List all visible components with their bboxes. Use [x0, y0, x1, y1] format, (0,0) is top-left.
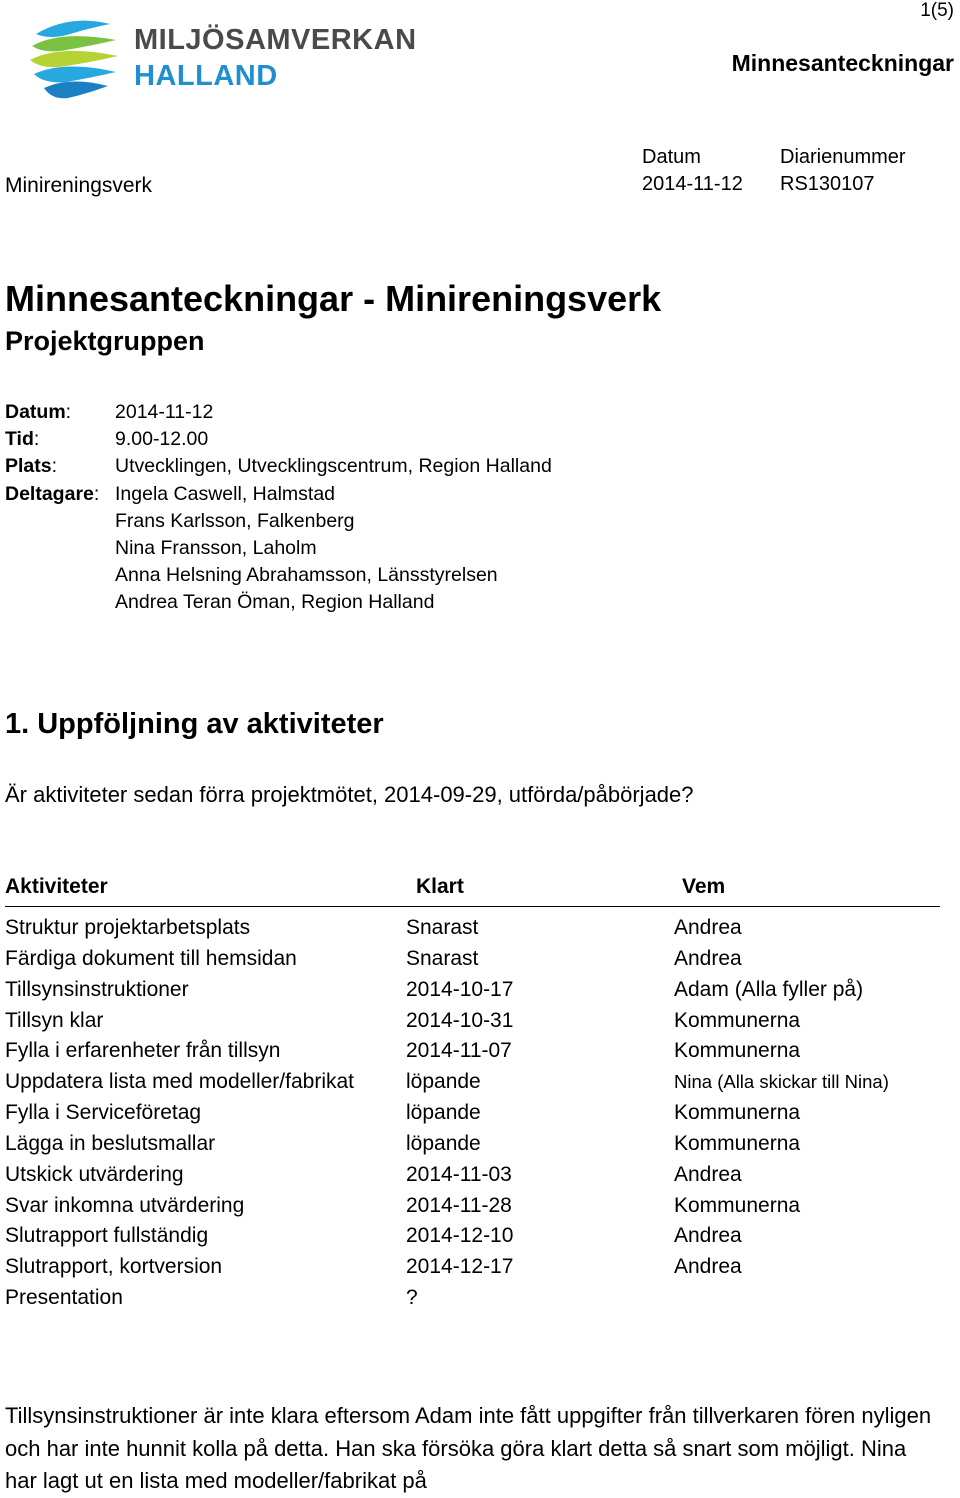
info-value: 9.00-12.00	[115, 428, 209, 451]
info-value: Utvecklingen, Utvecklingscentrum, Region Halland	[115, 455, 552, 478]
cell-done: löpande	[406, 1070, 481, 1094]
cell-who: Andrea	[674, 946, 742, 970]
section-question: Är aktiviteter sedan förra projektmötet, 2014-09-29, utförda/påbörjade?	[5, 782, 694, 807]
cell-activity: Fylla i erfarenheter från tillsyn	[5, 1039, 281, 1063]
cell-who: Adam (Alla fyller på)	[674, 977, 864, 1001]
logo-text-line2: HALLAND	[134, 60, 278, 92]
table-row	[5, 1283, 940, 1314]
cell-activity: Svar inkomna utvärdering	[5, 1193, 245, 1217]
cell-done: 2014-10-17	[406, 977, 514, 1001]
diary-number-label: Diarienummer	[780, 146, 906, 168]
column-header-activity: Aktiviteter	[5, 875, 108, 898]
table-row	[5, 1098, 940, 1129]
cell-who: Kommunerna	[674, 1039, 801, 1063]
table-row	[5, 1129, 940, 1160]
cell-who: Andrea	[674, 916, 742, 939]
cell-who: Andrea	[674, 1255, 742, 1279]
cell-activity: Presentation	[5, 1286, 123, 1310]
cell-who: Andrea	[674, 1224, 742, 1248]
organization-logo	[30, 14, 417, 104]
cell-who: Kommunerna	[674, 1101, 801, 1125]
table-row	[5, 1252, 940, 1283]
info-value: Nina Fransson, Laholm	[115, 536, 317, 559]
table-row	[5, 1067, 940, 1098]
diary-number-value: RS130107	[780, 173, 875, 195]
section-heading: 1. Uppföljning av aktiviteter	[5, 708, 384, 740]
date-label: Datum	[642, 146, 701, 168]
table-row	[5, 975, 940, 1006]
table-row	[5, 913, 940, 944]
page-number: 1(5)	[920, 0, 954, 21]
cell-done: 2014-12-10	[406, 1224, 514, 1248]
logo-text-line1: MILJÖSAMVERKAN	[134, 24, 417, 56]
cell-who: Kommunerna	[674, 1193, 801, 1217]
info-label: Plats	[5, 455, 52, 478]
info-value: Frans Karlsson, Falkenberg	[115, 509, 355, 532]
table-row	[5, 1160, 940, 1191]
cell-done: 2014-12-17	[406, 1255, 514, 1279]
table-row	[5, 1006, 940, 1037]
cell-done: 2014-10-31	[406, 1008, 514, 1032]
cell-activity: Uppdatera lista med modeller/fabrikat	[5, 1070, 355, 1094]
halland-wave-logo-icon	[30, 14, 122, 102]
cell-done: 2014-11-03	[406, 1162, 512, 1186]
cell-who: Nina (Alla skickar till Nina)	[674, 1071, 889, 1093]
page-title: Minnesanteckningar - Minireningsverk	[5, 278, 662, 319]
cell-done: 2014-11-28	[406, 1193, 512, 1217]
info-value: Andrea Teran Öman, Region Halland	[115, 591, 435, 614]
date-value: 2014-11-12	[642, 173, 743, 195]
info-label: Deltagare	[5, 482, 94, 505]
cell-activity: Slutrapport fullständig	[5, 1224, 209, 1248]
info-value: 2014-11-12	[115, 401, 214, 423]
cell-activity: Färdiga dokument till hemsidan	[5, 946, 297, 970]
cell-done: Snarast	[406, 916, 479, 939]
page-subtitle: Projektgruppen	[5, 326, 205, 356]
info-label: Tid	[5, 428, 34, 451]
cell-done: Snarast	[406, 946, 479, 970]
cell-activity: Tillsynsinstruktioner	[5, 977, 189, 1001]
document-type: Minnesanteckningar	[731, 50, 954, 76]
column-header-done: Klart	[416, 875, 464, 898]
column-header-who: Vem	[682, 875, 726, 898]
cell-who: Kommunerna	[674, 1008, 801, 1032]
document-subject: Minireningsverk	[5, 174, 153, 197]
info-value: Anna Helsning Abrahamsson, Länsstyrelsen	[115, 564, 498, 587]
activity-table	[5, 872, 940, 1314]
cell-done: 2014-11-07	[406, 1039, 512, 1063]
cell-done: ?	[406, 1286, 418, 1310]
info-label: Datum	[5, 401, 66, 423]
cell-activity: Utskick utvärdering	[5, 1162, 184, 1186]
cell-activity: Lägga in beslutsmallar	[5, 1131, 216, 1155]
cell-who: Andrea	[674, 1162, 742, 1186]
cell-done: löpande	[406, 1131, 481, 1155]
info-value: Ingela Caswell, Halmstad	[115, 482, 336, 505]
cell-activity: Tillsyn klar	[5, 1008, 104, 1032]
table-row	[5, 1036, 940, 1067]
cell-who: Kommunerna	[674, 1131, 801, 1155]
table-row	[5, 944, 940, 975]
cell-activity: Slutrapport, kortversion	[5, 1255, 223, 1279]
table-header-row	[5, 872, 940, 907]
table-row	[5, 1191, 940, 1222]
cell-done: löpande	[406, 1101, 481, 1125]
cell-activity: Fylla i Serviceföretag	[5, 1101, 202, 1125]
cell-activity: Struktur projektarbetsplats	[5, 916, 251, 939]
table-row	[5, 1221, 940, 1252]
body-paragraph: Tillsynsinstruktioner är inte klara eftersom Adam inte fått uppgifter från tillverkaren fören nyligen och har inte hunnit kolla på detta. Han ska försöka göra klart detta så snart som möjligt. Nina har lagt ut en lista med modeller/fabrikat på	[5, 1403, 932, 1493]
